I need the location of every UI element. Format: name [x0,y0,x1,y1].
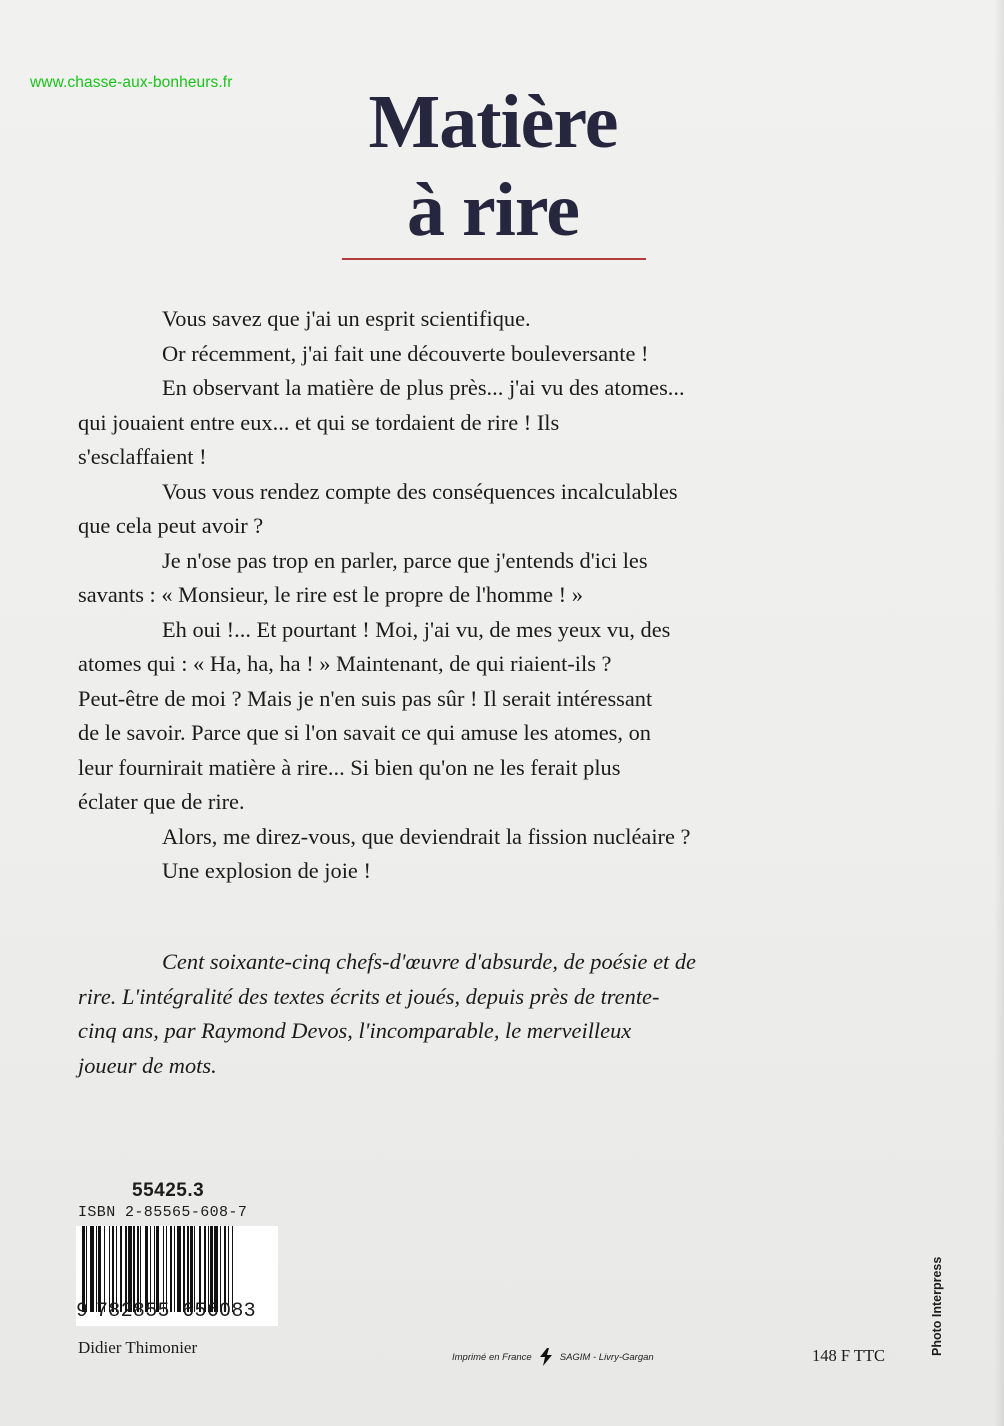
cover-design-credit: Didier Thimonier [78,1338,198,1357]
excerpt-line: Eh oui !... Et pourtant ! Moi, j'ai vu, de mes yeux vu, des [162,616,671,642]
title-line-2: à rire [407,168,579,252]
blurb-line: rire. L'intégralité des textes écrits et joués, depuis près de trente- [78,983,660,1009]
title-line-1: Matière [368,80,618,164]
book-title [0,78,986,254]
sagim-logo-icon [538,1348,554,1366]
edge-shadow [994,0,1004,1426]
blurb-line: cinq ans, par Raymond Devos, l'incomparable, le merveilleux [78,1018,632,1043]
excerpt-line: Vous vous rendez compte des conséquences incalculables [162,478,678,504]
excerpt-line: En observant la matière de plus près... j'ai vu des atomes... [162,375,685,400]
excerpt-line: savants : « Monsieur, le rire est le propre de l'homme ! » [78,582,583,607]
excerpt-line: Alors, me direz-vous, que deviendrait la fission nucléaire ? [162,823,691,849]
excerpt-line: Une explosion de joie ! [162,858,371,883]
excerpt-line: éclater que de rire. [78,789,245,814]
photo-credit: Photo Interpress [930,1256,944,1356]
watermark-url: www.chasse-aux-bonheurs.fr [30,74,233,91]
excerpt-line: de le savoir. Parce que si l'on savait ce qui amuse les atomes, on [78,720,651,745]
excerpt-line: qui jouaient entre eux... et qui se tordaient de rire ! Ils [78,409,560,435]
excerpt-line: Je n'ose pas trop en parler, parce que j'entends d'ici les [162,547,648,573]
blurb-line: joueur de mots. [78,1052,217,1078]
price: 148 F TTC [812,1346,886,1365]
barcode-digits: 782855 656083 [96,1300,256,1323]
barcode-bar [90,1226,94,1312]
excerpt-line: Or récemment, j'ai fait une découverte bouleversante ! [162,340,649,366]
excerpt-text [78,302,920,889]
excerpt-line: leur fournirait matière à rire... Si bien qu'on ne les ferait plus [78,754,621,780]
title-underline [342,258,646,260]
excerpt-line: Vous savez que j'ai un esprit scientifique. [162,306,531,331]
excerpt-line: que cela peut avoir ? [78,513,264,538]
printer-credit [452,1348,654,1366]
barcode-first-digit: 9 [76,1300,89,1323]
catalog-code: 55425.3 [132,1180,205,1201]
blurb-text [78,945,920,1083]
printer-text-left: Imprimé en France [452,1351,532,1363]
excerpt-line: s'esclaffaient ! [78,444,207,469]
blurb-line: Cent soixante-cinq chefs-d'œuvre d'absurde, de poésie et de [162,949,696,974]
printer-text-right: SAGIM - Livry-Gargan [559,1351,654,1363]
excerpt-line: atomes qui : « Ha, ha, ha ! » Maintenant, de qui riaient-ils ? [78,651,612,676]
excerpt-line: Peut-être de moi ? Mais je n'en suis pas sûr ! Il serait intéressant [78,685,653,711]
isbn-number: ISBN 2-85565-608-7 [78,1204,248,1221]
